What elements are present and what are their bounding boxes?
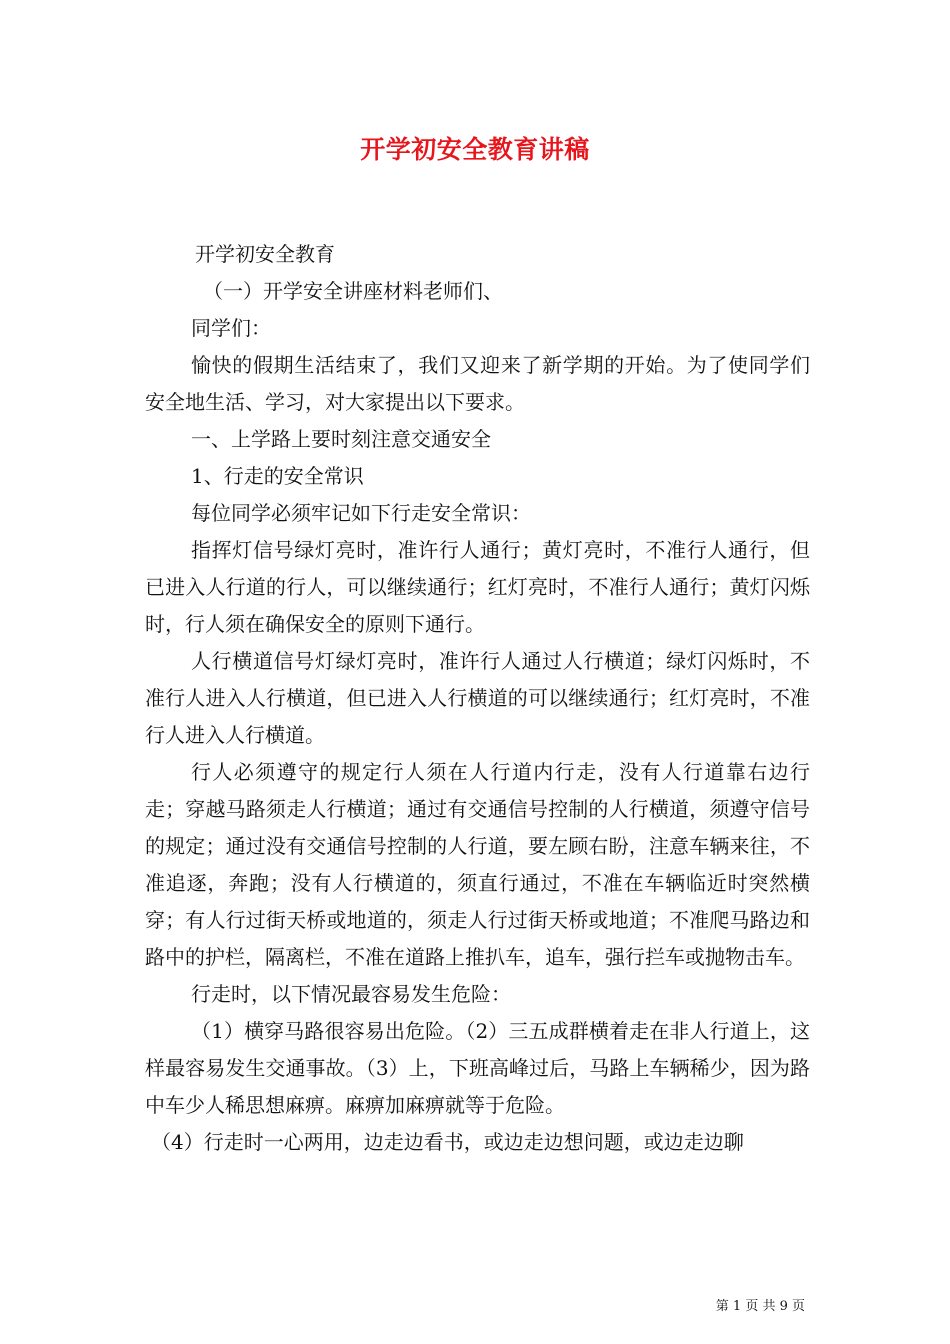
paragraph-section: （一）开学安全讲座材料老师们、 bbox=[203, 279, 503, 303]
paragraph: 人行横道信号灯绿灯亮时，准许行人通过人行横道；绿灯闪烁时，不准行人进入人行横道，但已进入人行横道的可以继续通行；红灯亮时，不准行人进入人行横道。 bbox=[145, 649, 810, 747]
paragraph: 行人必须遵守的规定行人须在人行道内行走，没有人行道靠右边行走；穿越马路须走人行横道；通过有交通信号控制的人行横道，须遵守信号的规定；通过没有交通信号控制的人行道，要左顾右盼，注意车辆来往，不准追逐，奔跑；没有人行横道的，须直行通过，不准在车辆临近时突然横穿；有人行过街天桥或地道的，须走人行过街天桥或地道；不准爬马路边和路中的护栏，隔离栏，不准在道路上推扒车，追车，强行拦车或抛物击车。 bbox=[145, 760, 810, 969]
page-number: 第 1 页 共 9 页 bbox=[715, 1299, 805, 1314]
paragraph: 每位同学必须牢记如下行走安全常识： bbox=[191, 501, 531, 525]
paragraph: 行走时，以下情况最容易发生危险： bbox=[191, 982, 511, 1006]
paragraph-intro: 愉快的假期生活结束了，我们又迎来了新学期的开始。为了使同学们安全地生活、学习，对大家提出以下要求。 bbox=[145, 353, 810, 414]
document-body bbox=[145, 236, 810, 1161]
paragraph: （1）横穿马路很容易出危险。（2）三五成群横着走在非人行道上，这样最容易发生交通事故。（3）上，下班高峰过后，马路上车辆稀少，因为路中车少人稀思想麻痹。麻痹加麻痹就等于危险。 bbox=[145, 1019, 810, 1117]
paragraph-subheading: 一、上学路上要时刻注意交通安全 bbox=[191, 427, 491, 451]
paragraph-subheading: 1、行走的安全常识 bbox=[191, 464, 364, 488]
paragraph-heading: 开学初安全教育 bbox=[195, 242, 335, 266]
paragraph: （4）行走时一心两用，边走边看书，或边走边想问题，或边走边聊 bbox=[151, 1130, 744, 1154]
document-title: 开学初安全教育讲稿 bbox=[360, 135, 590, 164]
paragraph-greeting: 同学们： bbox=[191, 316, 271, 340]
paragraph: 指挥灯信号绿灯亮时，准许行人通行；黄灯亮时，不准行人通行，但已进入人行道的行人，可以继续通行；红灯亮时，不准行人通行；黄灯闪烁时，行人须在确保安全的原则下通行。 bbox=[145, 538, 810, 636]
